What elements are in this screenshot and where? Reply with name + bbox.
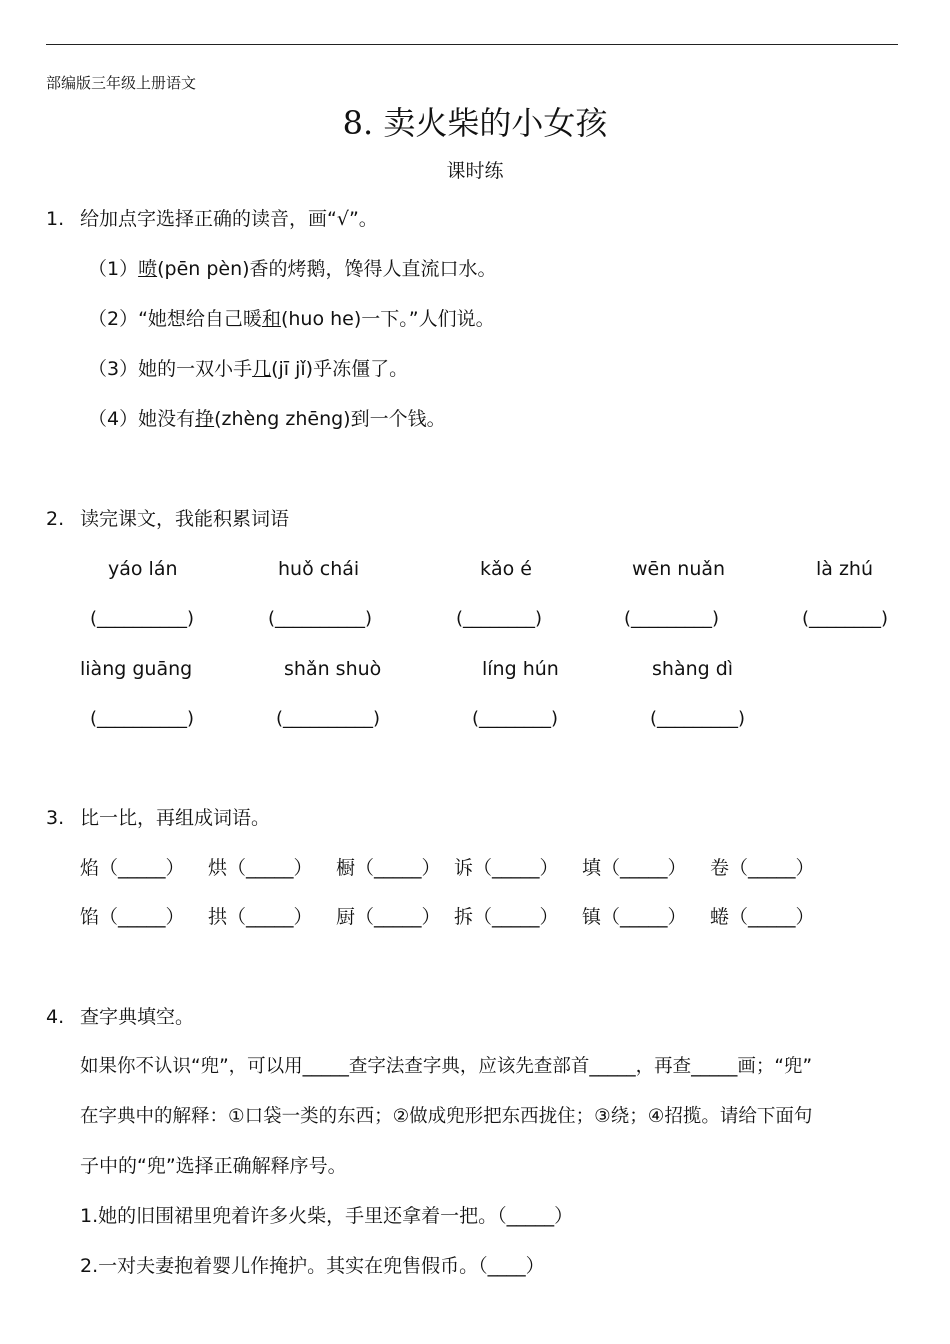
- answer-blank[interactable]: (________): [802, 608, 889, 629]
- q4-number: 4.: [46, 1006, 65, 1028]
- top-rule: [46, 44, 898, 45]
- dotted-char: 几: [252, 358, 272, 380]
- answer-blank[interactable]: (________): [456, 608, 543, 629]
- page-subtitle: 课时练: [446, 160, 504, 182]
- char-blank[interactable]: 馅（_____）: [80, 906, 185, 928]
- page-title: 8. 卖火柴的小女孩: [342, 104, 608, 142]
- char-blank[interactable]: 厨（_____）: [336, 906, 441, 928]
- answer-blank[interactable]: (__________): [276, 708, 381, 729]
- pinyin-item: yáo lán: [108, 558, 178, 580]
- q2-number: 2.: [46, 508, 65, 530]
- dotted-char: 和: [261, 308, 281, 330]
- answer-blank[interactable]: (__________): [90, 608, 195, 629]
- answer-blank[interactable]: (_________): [650, 708, 746, 729]
- char-blank[interactable]: 卷（_____）: [710, 857, 815, 879]
- q4-sub-question-2[interactable]: 2.一对夫妻抱着婴儿作掩护。其实在兜售假币。（____）: [80, 1255, 545, 1277]
- q4-paragraph-line-3: 子中的“兜”选择正确解释序号。: [80, 1155, 347, 1177]
- q1-item-3: （3）她的一双小手几(jī jǐ)乎冻僵了。: [88, 358, 409, 380]
- pinyin-item: là zhú: [816, 558, 874, 580]
- char-blank[interactable]: 橱（_____）: [336, 857, 441, 879]
- answer-blank[interactable]: (__________): [90, 708, 195, 729]
- grade-label: 部编版三年级上册语文: [46, 74, 197, 92]
- char-blank[interactable]: 蜷（_____）: [710, 906, 815, 928]
- q1-stem: 给加点字选择正确的读音，画“√”。: [80, 208, 378, 230]
- q1-item-2: （2）“她想给自己暖和(huo he)一下。”人们说。: [88, 308, 495, 330]
- pinyin-item: líng hún: [482, 658, 559, 680]
- answer-blank[interactable]: (________): [472, 708, 559, 729]
- q4-sub-question-1[interactable]: 1.她的旧围裙里兜着许多火柴，手里还拿着一把。（_____）: [80, 1205, 574, 1227]
- char-blank[interactable]: 镇（_____）: [582, 906, 687, 928]
- q4-paragraph-line-2: 在字典中的解释：①口袋一类的东西；②做成兜形把东西拢住；③绕；④招揽。请给下面句: [80, 1106, 813, 1127]
- char-blank[interactable]: 诉（_____）: [454, 857, 559, 879]
- pinyin-item: shǎn shuò: [284, 658, 382, 680]
- dotted-char: 喷: [138, 258, 158, 280]
- q4-paragraph-line-1: 如果你不认识“兜”，可以用_____查字法查字典，应该先查部首_____，再查_____画；“兜”: [80, 1056, 813, 1077]
- q3-stem: 比一比，再组成词语。: [80, 807, 271, 829]
- char-blank[interactable]: 拱（_____）: [208, 906, 313, 928]
- dotted-char: 挣: [195, 408, 215, 430]
- char-blank[interactable]: 拆（_____）: [454, 906, 559, 928]
- pinyin-item: shàng dì: [652, 658, 734, 680]
- q1-number: 1.: [46, 208, 65, 230]
- char-blank[interactable]: 烘（_____）: [208, 857, 313, 879]
- answer-blank[interactable]: (__________): [268, 608, 373, 629]
- pinyin-item: kǎo é: [480, 558, 532, 580]
- answer-blank[interactable]: (_________): [624, 608, 720, 629]
- q1-item-1: （1）喷(pēn pèn)香的烤鹅，馋得人直流口水。: [88, 258, 497, 280]
- q4-stem: 查字典填空。: [80, 1006, 195, 1028]
- pinyin-item: huǒ chái: [278, 558, 360, 580]
- q3-number: 3.: [46, 807, 65, 829]
- q2-stem: 读完课文，我能积累词语: [80, 508, 290, 530]
- q1-item-4: （4）她没有挣(zhèng zhēng)到一个钱。: [88, 408, 446, 430]
- pinyin-item: wēn nuǎn: [632, 558, 726, 580]
- char-blank[interactable]: 焰（_____）: [80, 857, 185, 879]
- pinyin-item: liàng guāng: [80, 658, 193, 680]
- char-blank[interactable]: 填（_____）: [582, 857, 687, 879]
